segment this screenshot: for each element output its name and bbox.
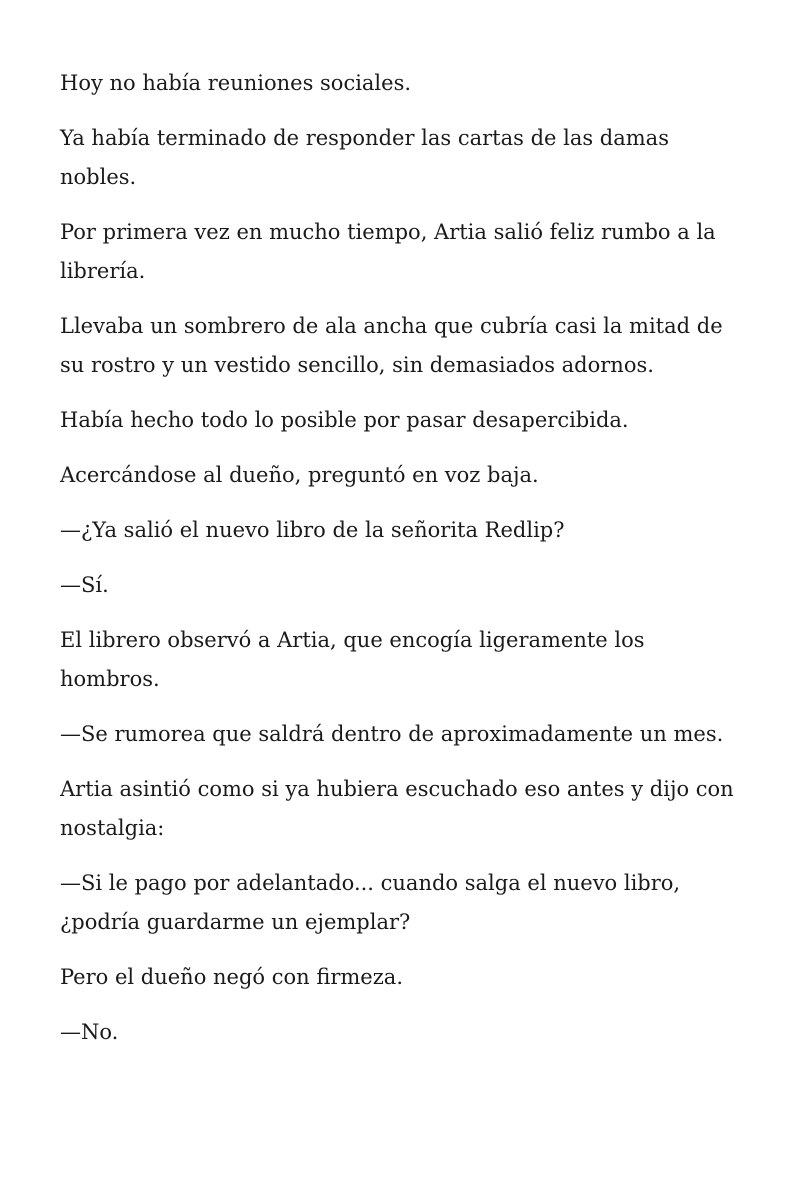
paragraph: Acercándose al dueño, preguntó en voz baja.: [60, 463, 539, 487]
dialogue-line: —Si le pago por adelantado... cuando salga el nuevo libro, ¿podría guardarme un ejemplar?: [60, 871, 681, 934]
paragraph: Ya había terminado de responder las cartas de las damas nobles.: [60, 126, 669, 189]
document-body: [60, 64, 740, 1068]
dialogue-line: —Se rumorea que saldrá dentro de aproximadamente un mes.: [60, 722, 724, 746]
dialogue-line: —No.: [60, 1020, 119, 1044]
paragraph: Había hecho todo lo posible por pasar desapercibida.: [60, 408, 629, 432]
paragraph: Por primera vez en mucho tiempo, Artia salió feliz rumbo a la librería.: [60, 220, 716, 283]
paragraph: El librero observó a Artia, que encogía ligeramente los hombros.: [60, 628, 645, 691]
dialogue-line: —Sí.: [60, 573, 109, 597]
paragraph: Hoy no había reuniones sociales.: [60, 71, 412, 95]
paragraph: Llevaba un sombrero de ala ancha que cubría casi la mitad de su rostro y un vestido sencillo, sin demasiados adornos.: [60, 314, 723, 377]
paragraph: Pero el dueño negó con firmeza.: [60, 965, 403, 989]
paragraph: Artia asintió como si ya hubiera escuchado eso antes y dijo con nostalgia:: [60, 777, 734, 840]
dialogue-line: —¿Ya salió el nuevo libro de la señorita Redlip?: [60, 518, 565, 542]
